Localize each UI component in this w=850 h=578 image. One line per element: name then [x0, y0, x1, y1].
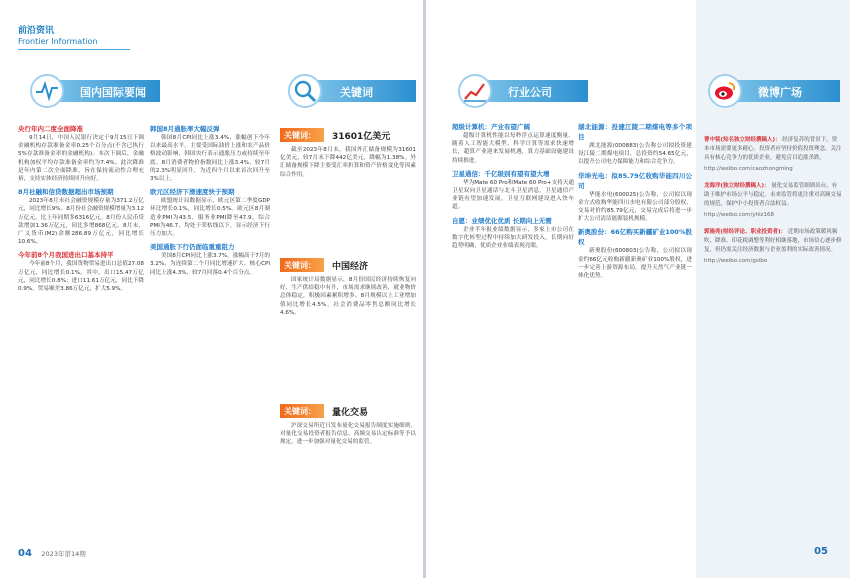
article-text: 新奥股份(600803)公告称，公司拟以现金约66亿元收购新疆新奥矿业100%股权，进一步完善上游资源布局，提升天然气产业链一体化优势。 [578, 248, 692, 280]
headline: 新奥股份：66亿购买新疆矿业100%股权 [578, 228, 692, 247]
weibo-link[interactable]: http://weibo.com/yhlz168 [704, 212, 775, 218]
section-banner-weibo [728, 80, 840, 102]
page-footer-left [18, 548, 86, 559]
weibo-link[interactable]: http://weibo.com/caozhongming [704, 166, 793, 172]
article-text: 截至2023年8月末，我国外汇储备规模为31601亿美元，较7月末下降442亿美元，降幅为1.38%。外汇储备规模下降主要受汇率折算和资产价格变化等因素综合作用。 [280, 147, 416, 178]
column-4 [452, 118, 574, 250]
section-title-domestic: 国内国际要闻 [80, 86, 146, 99]
weibo-posts [704, 136, 842, 274]
magnifier-icon [288, 74, 322, 108]
article-text: 欧盟统计局数据显示，欧元区第二季度GDP环比增长0.1%，同比增长0.5%。欧元区8月制造业PMI为43.5，服务业PMI降至47.9，综合PMI为46.7，均处于荣枯线以下，显示经济下行压力加大。 [150, 198, 270, 238]
section-title-weibo: 微博广场 [758, 86, 802, 99]
article-text: 美国8月CPI同比上涨3.7%，涨幅高于7月的3.2%，为连续第二个月同比增速扩大。核心CPI同比上涨4.3%，较7月回落0.4个百分点。 [150, 253, 270, 276]
right-page [426, 0, 850, 578]
section-banner-industry [478, 80, 588, 102]
pulse-icon [30, 74, 64, 108]
column-2 [150, 120, 270, 277]
column-5 [578, 118, 692, 280]
weibo-text: 经济复苏的背景下，资本市场需要更多耐心。投资者应坚持价值投资理念，关注具有核心竞争力的优质企业，避免盲目追涨杀跌。 [704, 137, 842, 161]
section-title-industry: 行业公司 [508, 86, 552, 99]
trend-chart-icon [458, 74, 492, 108]
keyword-label: 关键词： [284, 407, 316, 416]
headline: 欧元区经济下滑速度快于预期 [150, 188, 235, 197]
headline: 央行年内二度全面降准 [18, 125, 83, 133]
article-text: 沪深交易所近日发布量化交易报告制度实施细则，对量化交易投资者报告信息、高频交易认定标准等予以规定，进一步加强对量化交易的监管。 [280, 423, 416, 446]
issue-label: 2023年第14期 [41, 550, 86, 558]
weibo-author: 龙海洋(独立财经撰稿人)： [704, 183, 770, 189]
article-text: 湖北能源(000883)公告称公司拟投资建设江陵二期煤电项目，总投资约54.65亿元，以提升公司电力保障能力和综合竞争力。 [578, 143, 692, 166]
keyword-tag-2 [280, 258, 416, 274]
masthead-rule [18, 49, 130, 50]
weibo-text: 近期市场政策暖风频吹，降准、印花税调整等利好相继落地，市场信心逐步修复，但仍需关注经济数据与企业盈利的实际改善情况。 [704, 229, 842, 253]
section-banner-domestic [50, 80, 160, 102]
keyword-tag-1 [280, 128, 416, 144]
weibo-author: 郭施亮(财经评论、职业投资者)： [704, 229, 787, 235]
page-number: 04 [18, 548, 32, 559]
weibo-post [704, 136, 842, 174]
keyword-text: 中国经济 [332, 262, 369, 272]
headline: 湖北能源：投建江陵二期煤电等多个项目 [578, 123, 692, 141]
weibo-text: 量化交易监管细则出台，有助于维护市场公平与稳定。未来监管将更注重对高频交易的规范，保护中小投资者合法权益。 [704, 183, 842, 207]
keyword-label: 关键词： [284, 131, 316, 140]
weibo-post [704, 182, 842, 220]
headline: 超级计算机：产业有望广阔 [452, 123, 530, 131]
article-text: 企业半年报业绩数据显示，多家上市公司在数字化转型过程中持续加大研发投入，长期向好趋势明确，优质企业业绩表现亮眼。 [452, 226, 574, 250]
headline: 8月社融和信贷数据超出市场预期 [18, 188, 114, 197]
article-text: 国家统计局数据显示，8月份国民经济持续恢复向好，生产供给稳中有升，市场需求继续改善，就业物价总体稳定，积极因素累积增多。8月规模以上工业增加值同比增长4.5%，社会消费品零售总额同比增长4.6%。 [280, 277, 416, 316]
article-text: 9月14日，中国人民银行决定于9月15日下调金融机构存款准备金率0.25个百分点(不含已执行5%存款准备金率的金融机构)。本次下调后，金融机构加权平均存款准备金率约为7.4%。此次降准是年内第二次全面降准，旨在保持流动性合理充裕，支持实体经济持续回升向好。 [18, 135, 144, 183]
headline: 卫星通信：千亿级别有望有望大增 [452, 169, 550, 178]
masthead [18, 26, 130, 50]
masthead-cn: 前沿资讯 [18, 26, 55, 36]
article-text: 2023年8月末社会融资规模存量为371.2万亿元，同比增长9%。8月份社会融资规模增量为3.12万亿元，比上年同期多6316亿元。8月份人民币贷款增加1.36万亿元，同比多增868亿元。8月末，广义货币(M2)余额286.89万亿元，同比增长10.6%。 [18, 198, 144, 246]
article-text: 华为Mate 60 Pro和Mate 60 Pro+支持天通卫星双向卫星通话与北斗卫星消息，卫星通信产业链有望加速发展，卫星互联网建设进入快车道。 [452, 179, 574, 211]
keyword-tag-3 [280, 404, 416, 420]
headline: 美国通胀下行仍面临重重阻力 [150, 243, 235, 252]
column-1 [18, 120, 144, 293]
article-text: 华能水电(600025)公告称，公司拟以现金方式收购华能四川水电有限公司部分股权，交易对价约85.79亿元，交易完成后将进一步扩大公司清洁能源装机规模。 [578, 191, 692, 223]
article-text: 今年前8个月，我国货物贸易进出口总值27.08万亿元，同比增长0.1%。其中，出口15.47万亿元，同比增长0.8%；进口11.61万亿元，同比下降0.9%。贸易顺差3.86万亿元，扩大5.9%。 [18, 261, 144, 293]
keyword-label: 关键词： [284, 261, 316, 270]
weibo-link[interactable]: http://weibo.com/gslbo [704, 258, 768, 264]
section-title-keywords: 关键词 [340, 86, 373, 99]
keyword-text: 31601亿美元 [332, 132, 391, 142]
page-number: 05 [814, 546, 828, 557]
headline: 今年前8个月我国进出口基本持平 [18, 251, 114, 260]
headline: 韩国8月通胀率大幅反弹 [150, 125, 220, 133]
keyword-text: 量化交易 [332, 408, 369, 418]
section-banner-keywords [310, 80, 416, 102]
weibo-post [704, 228, 842, 266]
weibo-author: 曹中铭(知名独立财经撰稿人)： [704, 137, 781, 143]
keyword-article-3 [280, 422, 416, 447]
weibo-logo-icon [708, 74, 742, 108]
article-text: 韩国8月CPI同比上涨3.4%，涨幅创下今年以来最高水平。主要受国际油价上涨和农产品价格波动影响，韩国央行表示通胀压力或持续至年底。8月消费者物价指数同比上涨3.4%，较7月的2.3%明显回升，为近四个月以来首次回升至3%以上。 [150, 135, 270, 183]
keyword-article-1 [280, 146, 416, 179]
masthead-en: Frontier Information [18, 37, 98, 46]
left-page [0, 0, 423, 578]
keyword-article-2 [280, 276, 416, 317]
article-text: 超级计算机性能以每秒浮点运算速度衡量。随着人工智能大模型、科学计算等需求快速增长，超算产业迎来发展机遇，算力基础设施建设持续推进。 [452, 133, 574, 164]
headline: 自愿：业绩优化优质 长期向上无需 [452, 216, 552, 225]
headline: 华坤光电：拟85.79亿收购华能四川公司 [578, 171, 692, 190]
